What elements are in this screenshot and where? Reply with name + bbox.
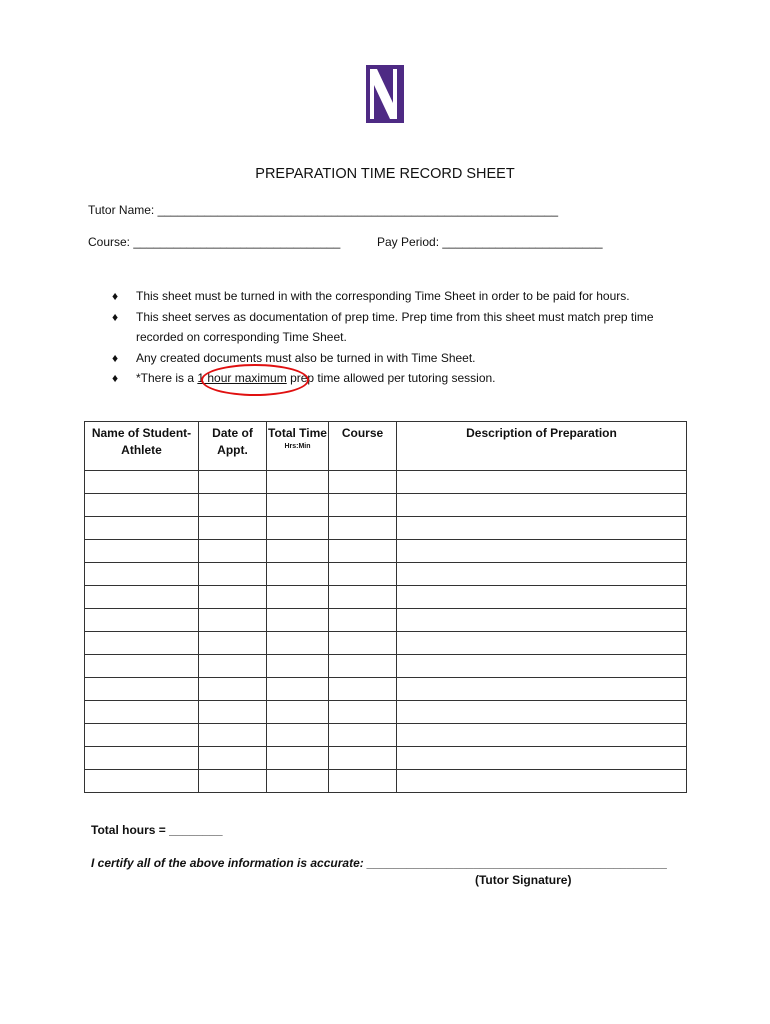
table-row	[85, 494, 687, 517]
table-cell[interactable]	[267, 540, 329, 563]
table-cell[interactable]	[267, 655, 329, 678]
table-cell[interactable]	[199, 678, 267, 701]
northwestern-logo	[366, 65, 404, 123]
table-cell[interactable]	[85, 724, 199, 747]
table-cell[interactable]	[329, 678, 397, 701]
diamond-bullet-icon: ♦	[112, 309, 119, 324]
table-cell[interactable]	[329, 701, 397, 724]
table-cell[interactable]	[199, 586, 267, 609]
table-cell[interactable]	[199, 517, 267, 540]
table-row	[85, 540, 687, 563]
table-cell[interactable]	[85, 747, 199, 770]
table-row	[85, 632, 687, 655]
table-cell[interactable]	[267, 701, 329, 724]
table-row	[85, 586, 687, 609]
table-cell[interactable]	[397, 494, 687, 517]
table-cell[interactable]	[329, 747, 397, 770]
table-cell[interactable]	[267, 517, 329, 540]
header-date: Date of Appt.	[199, 422, 267, 471]
table-cell[interactable]	[397, 701, 687, 724]
page-title: PREPARATION TIME RECORD SHEET	[255, 166, 515, 182]
table-cell[interactable]	[397, 724, 687, 747]
table-cell[interactable]	[199, 471, 267, 494]
table-cell[interactable]	[85, 494, 199, 517]
prep-time-table	[84, 421, 687, 793]
table-cell[interactable]	[199, 701, 267, 724]
table-cell[interactable]	[85, 678, 199, 701]
table-row	[85, 770, 687, 793]
table-row	[85, 678, 687, 701]
table-cell[interactable]	[85, 770, 199, 793]
table-cell[interactable]	[199, 563, 267, 586]
total-hours-field[interactable]: Total hours = ________	[91, 823, 223, 837]
table-cell[interactable]	[85, 586, 199, 609]
table-cell[interactable]	[267, 724, 329, 747]
signature-label: (Tutor Signature)	[475, 873, 572, 887]
table-cell[interactable]	[329, 770, 397, 793]
table-cell[interactable]	[267, 747, 329, 770]
max-time-highlight: 1 hour maximum	[197, 371, 287, 385]
table-cell[interactable]	[397, 632, 687, 655]
table-cell[interactable]	[267, 609, 329, 632]
diamond-bullet-icon: ♦	[112, 350, 119, 365]
table-cell[interactable]	[267, 471, 329, 494]
table-cell[interactable]	[85, 517, 199, 540]
list-item: ♦ Any created documents must also be turned in with Time Sheet.	[112, 348, 672, 369]
table-cell[interactable]	[85, 563, 199, 586]
table-cell[interactable]	[397, 770, 687, 793]
table-cell[interactable]	[85, 655, 199, 678]
table-cell[interactable]	[267, 632, 329, 655]
red-circle-annotation	[201, 364, 309, 396]
header-course: Course	[329, 422, 397, 471]
table-cell[interactable]	[199, 494, 267, 517]
table-cell[interactable]	[199, 724, 267, 747]
table-cell[interactable]	[199, 609, 267, 632]
diamond-bullet-icon: ♦	[112, 371, 119, 385]
table-cell[interactable]	[199, 770, 267, 793]
table-cell[interactable]	[329, 586, 397, 609]
table-cell[interactable]	[329, 632, 397, 655]
table-cell[interactable]	[329, 494, 397, 517]
table-cell[interactable]	[397, 655, 687, 678]
table-cell[interactable]	[329, 655, 397, 678]
table-cell[interactable]	[329, 471, 397, 494]
table-cell[interactable]	[199, 632, 267, 655]
list-item: ♦ This sheet serves as documentation of prep time. Prep time from this sheet must match prep time recorded on corresponding Time Sheet.	[112, 307, 672, 348]
table-cell[interactable]	[85, 471, 199, 494]
list-item: ♦ This sheet must be turned in with the corresponding Time Sheet in order to be paid for hours.	[112, 286, 672, 307]
header-student: Name of Student-Athlete	[85, 422, 199, 471]
table-cell[interactable]	[329, 609, 397, 632]
table-cell[interactable]	[397, 609, 687, 632]
table-cell[interactable]	[199, 747, 267, 770]
tutor-name-field[interactable]: Tutor Name: ____________________________________________________________	[88, 203, 559, 217]
table-cell[interactable]	[329, 517, 397, 540]
table-cell[interactable]	[199, 540, 267, 563]
table-cell[interactable]	[397, 517, 687, 540]
pay-period-field[interactable]: Pay Period: ________________________	[377, 235, 603, 249]
course-field[interactable]: Course: _______________________________	[88, 235, 341, 249]
table-cell[interactable]	[267, 770, 329, 793]
table-cell[interactable]	[85, 701, 199, 724]
table-row	[85, 517, 687, 540]
diamond-bullet-icon: ♦	[112, 289, 119, 303]
table-cell[interactable]	[85, 609, 199, 632]
table-cell[interactable]	[267, 678, 329, 701]
table-row	[85, 655, 687, 678]
table-cell[interactable]	[397, 563, 687, 586]
table-cell[interactable]	[85, 540, 199, 563]
table-row	[85, 471, 687, 494]
table-cell[interactable]	[397, 747, 687, 770]
table-cell[interactable]	[397, 586, 687, 609]
table-cell[interactable]	[199, 655, 267, 678]
table-row	[85, 747, 687, 770]
table-cell[interactable]	[267, 563, 329, 586]
table-cell[interactable]	[397, 540, 687, 563]
list-item: ♦ *There is a 1 hour maximum prep time allowed per tutoring session.	[112, 368, 672, 389]
table-cell[interactable]	[329, 540, 397, 563]
instructions-list	[112, 286, 672, 389]
table-cell[interactable]	[397, 678, 687, 701]
table-row	[85, 609, 687, 632]
header-description: Description of Preparation	[397, 422, 687, 471]
table-cell[interactable]	[85, 632, 199, 655]
table-row	[85, 563, 687, 586]
table-cell[interactable]	[267, 586, 329, 609]
header-total-time: Total Time Hrs:Min	[267, 422, 329, 471]
table-cell[interactable]	[397, 471, 687, 494]
header-subtitle: Hrs:Min	[284, 443, 311, 450]
table-cell[interactable]	[267, 494, 329, 517]
certify-signature-field[interactable]: I certify all of the above information is accurate: _____________________________________________	[91, 856, 668, 870]
table-cell[interactable]	[329, 563, 397, 586]
table-cell[interactable]	[329, 724, 397, 747]
table-row	[85, 724, 687, 747]
table-row	[85, 701, 687, 724]
